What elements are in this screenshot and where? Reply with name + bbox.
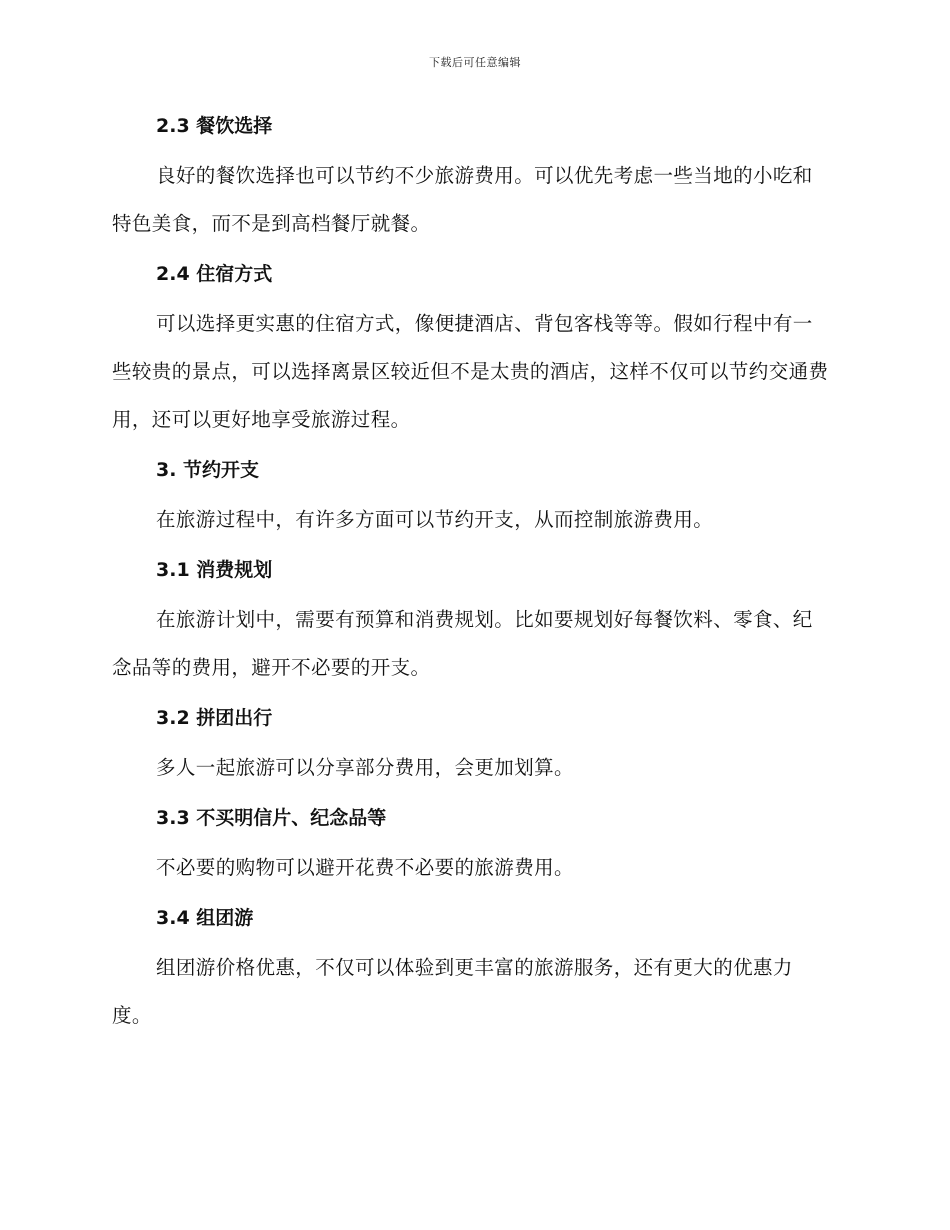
section-heading-2-3: 2.3 餐饮选择	[156, 115, 273, 137]
section-heading-3: 3. 节约开支	[156, 459, 260, 481]
section-paragraph-3-2: 多人一起旅游可以分享部分费用，会更加划算。	[156, 756, 574, 779]
page-header-note: 下载后可任意编辑	[429, 56, 521, 69]
section-paragraph-2-3: 良好的餐饮选择也可以节约不少旅游费用。可以优先考虑一些当地的小吃和特色美食，而不是到高档餐厅就餐。	[112, 164, 813, 235]
document-body	[112, 108, 832, 1040]
section-heading-3-4: 3.4 组团游	[156, 907, 254, 929]
section-paragraph-3: 在旅游过程中，有许多方面可以节约开支，从而控制旅游费用。	[156, 508, 714, 531]
section-heading-3-2: 3.2 拼团出行	[156, 707, 273, 729]
section-paragraph-2-4: 可以选择更实惠的住宿方式，像便捷酒店、背包客栈等等。假如行程中有一些较贵的景点，可以选择离景区较近但不是太贵的酒店，这样不仅可以节约交通费用，还可以更好地享受旅游过程。	[112, 312, 829, 431]
section-paragraph-3-4: 组团游价格优惠，不仅可以体验到更丰富的旅游服务，还有更大的优惠力度。	[112, 956, 793, 1027]
section-heading-2-4: 2.4 住宿方式	[156, 263, 273, 285]
section-paragraph-3-1: 在旅游计划中，需要有预算和消费规划。比如要规划好每餐饮料、零食、纪念品等的费用，避开不必要的开支。	[112, 608, 813, 679]
section-heading-3-3: 3.3 不买明信片、纪念品等	[156, 807, 387, 829]
section-heading-3-1: 3.1 消费规划	[156, 559, 273, 581]
section-paragraph-3-3: 不必要的购物可以避开花费不必要的旅游费用。	[156, 856, 574, 879]
